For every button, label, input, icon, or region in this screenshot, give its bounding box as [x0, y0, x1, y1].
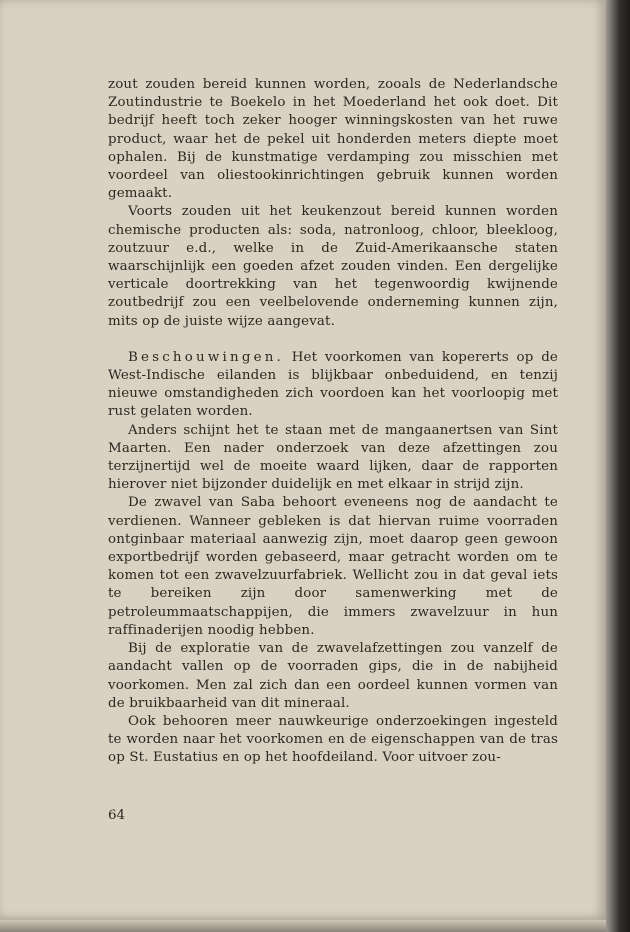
paragraph-4: Anders schijnt het te staan met de mangaanertsen van Sint Maarten. Een nader onderzoek van deze afzettingen zou terzijnertijd wel de moeite waard lijken, daar de rapporten hierover niet bijzonder duidelijk en met elkaar in strijd zijn. — [108, 422, 558, 493]
paragraph-6: Bij de exploratie van de zwavelafzettingen zou vanzelf de aandacht vallen op de voorraden gips, die in de nabijheid voorkomen. Men zal zich dan een oordeel kunnen vormen van de bruikbaarheid van dit mineraal. — [108, 641, 558, 711]
paragraph-3 — [108, 349, 558, 422]
page-bottom-edge — [0, 920, 606, 932]
paragraph-5: De zwavel van Saba behoort eveneens nog de aandacht te verdienen. Wanneer gebleken is dat hiervan ruime voorraden ontginbaar materiaal aanwezig zijn, moet daarop geen gewoon exportbedrijf worden gebaseerd, maar getracht worden om te komen tot een zwavelzuurfabriek. Wellicht zou in dat geval iets te bereiken zijn door samenwerking met de petroleummaatschappijen, die immers zwavelzuur in hun raffinaderijen noodig hebben. — [108, 495, 558, 638]
body-text — [108, 76, 558, 768]
page-number: 64 — [108, 808, 126, 823]
paragraph-1: zout zouden bereid kunnen worden, zooals de Nederlandsche Zoutindustrie te Boekelo in het Moederland het ook doet. Dit bedrijf heeft toch zeker hooger winningskosten van het ruwe product, waar het de pekel uit honderden meters diepte moet ophalen. Bij de kunstmatige verdamping zou misschien met voordeel van oliestookinrichtingen gebruik kunnen worden gemaakt. — [108, 77, 558, 202]
section-heading: Beschouwingen. — [128, 349, 284, 365]
paragraph-2: Voorts zouden uit het keukenzout bereid kunnen worden chemische producten als: soda, natronloog, chloor, bleekloog, zoutzuur e.d., welke in de Zuid-Amerikaansche staten waarschijnlijk een goeden afzet zouden vinden. Een dergelijke verticale doortrekking van het tegenwoordig kwijnende zoutbedrijf zou een veelbelovende onderneming kunnen zijn, mits op de juiste wijze aangevat. — [108, 204, 558, 329]
book-binding — [606, 0, 630, 932]
paragraph-3-text: Het voorkomen van kopererts op de West-Indische eilanden is blijkbaar onbeduidend, en tenzij nieuwe omstandigheden zich voordoen kan het voorloopig met rust gelaten worden. — [108, 349, 558, 420]
paragraph-7: Ook behooren meer nauwkeurige onderzoekingen ingesteld te worden naar het voorkomen en de eigenschappen van de tras op St. Eustatius en op het hoofdeiland. Voor uitvoer zou- — [108, 713, 558, 766]
